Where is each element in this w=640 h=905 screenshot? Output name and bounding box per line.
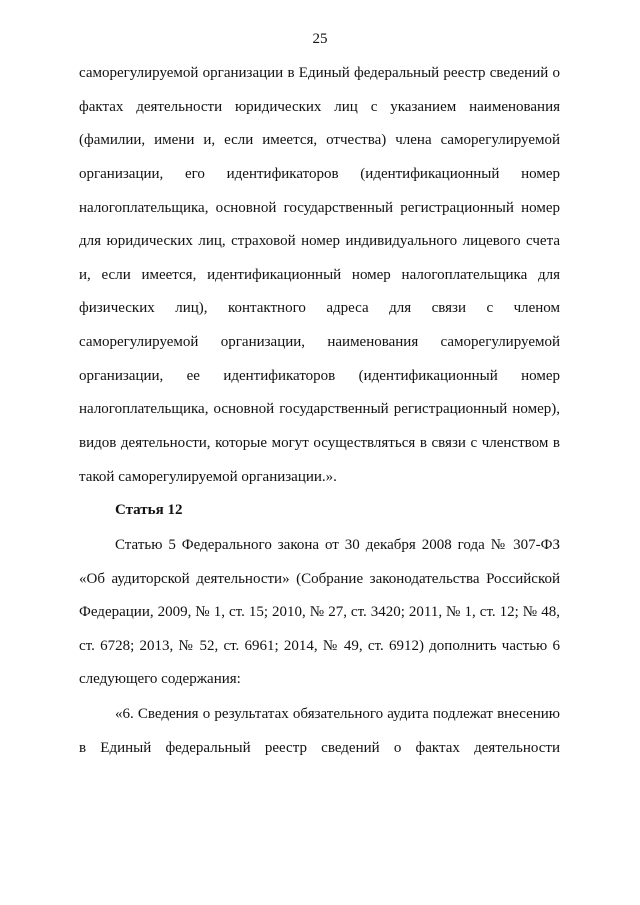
text-line: саморегулируемой организации в Единый федеральный реестр сведений о [79, 65, 560, 81]
text-line: Статью 5 Федерального закона от 30 декабря 2008 года № 307-ФЗ [115, 537, 560, 553]
page-number: 25 [312, 31, 328, 47]
text-line: налогоплательщика, основной государственный регистрационный номер [79, 200, 560, 216]
article-heading: Статья 12 [115, 502, 183, 518]
text-line: в Единый федеральный реестр сведений о фактах деятельности [79, 740, 560, 756]
text-line: физических лиц), контактного адреса для связи с членом [79, 300, 560, 316]
text-line: налогоплательщика, основной государственный регистрационный номер), [79, 401, 560, 417]
text-line: такой саморегулируемой организации.». [79, 469, 337, 485]
text-line: для юридических лиц, страховой номер индивидуального лицевого счета [79, 233, 560, 249]
text-line: «6. Сведения о результатах обязательного аудита подлежат внесению [115, 706, 560, 722]
text-line: (фамилии, имени и, если имеется, отчества) члена саморегулируемой [79, 132, 560, 148]
text-line: ст. 6728; 2013, № 52, ст. 6961; 2014, № 49, ст. 6912) дополнить частью 6 [79, 638, 560, 654]
text-line: организации, ее идентификаторов (идентификационный номер [79, 368, 560, 384]
text-line: и, если имеется, идентификационный номер налогоплательщика для [79, 267, 560, 283]
text-line: Федерации, 2009, № 1, ст. 15; 2010, № 27, ст. 3420; 2011, № 1, ст. 12; № 48, [79, 604, 560, 620]
text-line: видов деятельности, которые могут осуществляться в связи с членством в [79, 435, 560, 451]
text-line: организации, его идентификаторов (идентификационный номер [79, 166, 560, 182]
text-line: «Об аудиторской деятельности» (Собрание законодательства Российской [79, 571, 560, 587]
text-line: следующего содержания: [79, 671, 241, 687]
text-line: саморегулируемой организации, наименования саморегулируемой [79, 334, 560, 350]
text-line: фактах деятельности юридических лиц с указанием наименования [79, 99, 560, 115]
